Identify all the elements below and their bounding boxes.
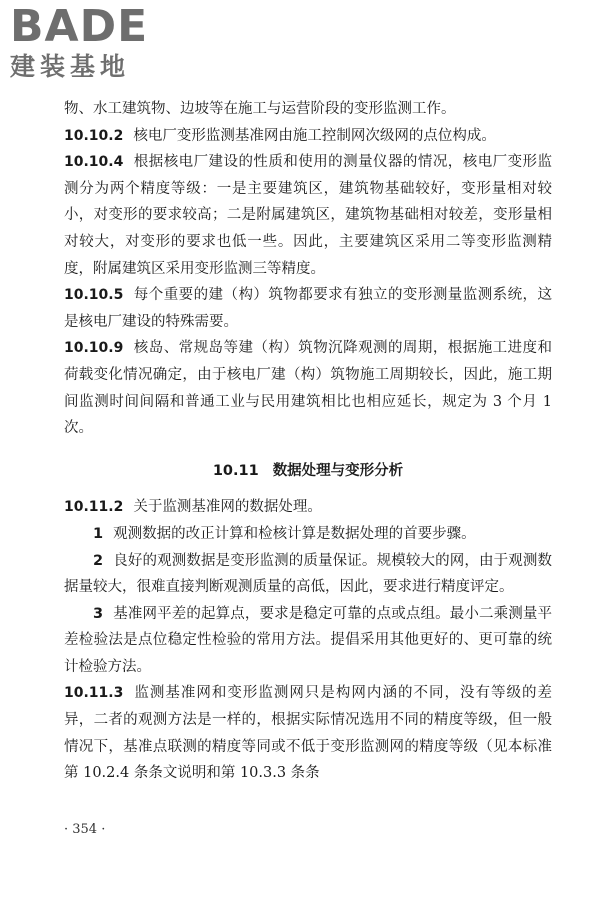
intro-paragraph: 物、水工建筑物、边坡等在施工与运营阶段的变形监测工作。 [64,101,456,117]
clause-text: 关于监测基准网的数据处理。 [133,499,322,516]
clause-text: 每个重要的建（构）筑物都要求有独立的变形测量监测系统，这是核电厂建设的特殊需要。 [64,287,552,330]
clause-number: 10.10.2 [64,127,124,144]
section-title: 数据处理与变形分析 [272,462,404,479]
item-number: 2 [93,552,104,569]
clause-text: 核岛、常规岛等建（构）筑物沉降观测的周期，根据施工进度和荷载变化情况确定，由于核电厂建（构）筑物施工周期较长，因此，施工期间监测时间间隔和普通工业与民用建筑相比也相应延长，规定为 3 个月 1 次。 [64,340,552,437]
item-text: 良好的观测数据是变形监测的质量保证。规模较大的网，由于观测数据量较大，很难直接判断观测质量的高低，因此，要求进行精度评定。 [64,552,552,596]
item-text: 基准网平差的起算点，要求是稳定可靠的点或点组。最小二乘测量平差检验法是点位稳定性检验的常用方法。提倡采用其他更好的、更可靠的统计检验方法。 [64,605,552,675]
clause-number: 10.11.3 [64,685,124,702]
clause-10-10-9 [64,335,552,441]
clause-text: 核电厂变形监测基准网由施工控制网次级网的点位构成。 [133,127,496,144]
clause-number: 10.10.5 [64,287,124,304]
clause-10-11-3 [64,680,552,786]
list-item [64,548,552,601]
item-number: 3 [93,605,104,622]
clause-number: 10.11.2 [64,499,124,516]
clause-text: 根据核电厂建设的性质和使用的测量仪器的情况，核电厂变形监测分为两个精度等级：一是主要建筑区，建筑物基础较好，变形量相对较小，对变形的要求较高；二是附属建筑区，建筑物基础相对较差，变形量相对较大，对变形的要求也低一些。因此，主要建筑区采用二等变形监测精度，附属建筑区采用变形监测三等精度。 [64,154,552,277]
clause-number: 10.10.9 [64,340,124,357]
section-number: 10.11 [212,462,259,479]
clause-10-10-4 [64,149,552,282]
logo [10,1,180,82]
logo-subtitle: 建装基地 [10,52,131,81]
list-item [64,601,552,681]
document-body [64,96,552,787]
logo-brand: BADE [10,1,149,52]
clause-number: 10.10.4 [64,154,124,171]
clause-10-10-5 [64,282,552,335]
item-number: 1 [93,525,104,542]
clause-10-11-2 [64,494,552,521]
page-number: · 354 · [64,822,106,837]
clause-10-10-2 [64,123,552,150]
clause-text: 监测基准网和变形监测网只是构网内涵的不同，没有等级的差异，二者的观测方法是一样的，根据实际情况选用不同的精度等级，但一般情况下，基准点联测的精度等同或不低于变形监测网的精度等级（见本标准第 10.2.4 条条文说明和第 10.3.3 条条 [64,685,552,782]
item-text: 观测数据的改正计算和检核计算是数据处理的首要步骤。 [113,525,476,542]
list-item [64,521,552,548]
section-heading [64,458,552,485]
